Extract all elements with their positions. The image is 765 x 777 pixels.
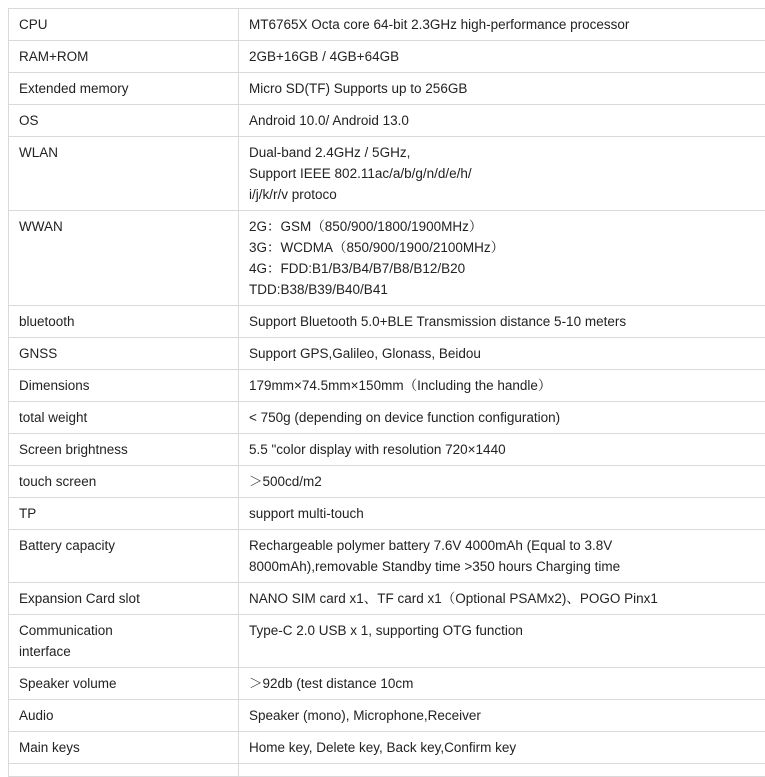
spec-row <box>9 9 765 41</box>
spec-label: Screen brightness <box>9 434 239 466</box>
spec-row <box>9 700 765 732</box>
spec-row <box>9 583 765 615</box>
spec-value: ＞500cd/m2 <box>239 466 765 498</box>
spec-label: GNSS <box>9 338 239 370</box>
spec-label: Speaker volume <box>9 668 239 700</box>
spec-label <box>9 764 239 777</box>
spec-label: total weight <box>9 402 239 434</box>
spec-row <box>9 434 765 466</box>
spec-row <box>9 105 765 137</box>
spec-value: Dual-band 2.4GHz / 5GHz, Support IEEE 802.11ac/a/b/g/n/d/e/h/ i/j/k/r/v protoco <box>239 137 765 211</box>
spec-value: Support GPS,Galileo, Glonass, Beidou <box>239 338 765 370</box>
spec-value: Support Bluetooth 5.0+BLE Transmission distance 5-10 meters <box>239 306 765 338</box>
spec-value: 5.5 "color display with resolution 720×1440 <box>239 434 765 466</box>
spec-value: Rechargeable polymer battery 7.6V 4000mAh (Equal to 3.8V 8000mAh),removable Standby time >350 hours Charging time <box>239 530 765 583</box>
spec-label: Battery capacity <box>9 530 239 583</box>
spec-value: Android 10.0/ Android 13.0 <box>239 105 765 137</box>
spec-row <box>9 732 765 764</box>
spec-row <box>9 615 765 668</box>
spec-label: Main keys <box>9 732 239 764</box>
spec-row <box>9 498 765 530</box>
spec-value: support multi-touch <box>239 498 765 530</box>
spec-row <box>9 466 765 498</box>
spec-label: CPU <box>9 9 239 41</box>
spec-table <box>8 8 765 777</box>
spec-row <box>9 338 765 370</box>
spec-label: Communication interface <box>9 615 239 668</box>
spec-row <box>9 73 765 105</box>
spec-value: Type-C 2.0 USB x 1, supporting OTG function <box>239 615 765 668</box>
spec-value: ＞92db (test distance 10cm <box>239 668 765 700</box>
spec-value: 179mm×74.5mm×150mm（Including the handle） <box>239 370 765 402</box>
spec-label: RAM+ROM <box>9 41 239 73</box>
spec-row <box>9 402 765 434</box>
spec-row <box>9 668 765 700</box>
spec-label: TP <box>9 498 239 530</box>
spec-row <box>9 370 765 402</box>
spec-label: WLAN <box>9 137 239 211</box>
spec-row <box>9 306 765 338</box>
spec-row <box>9 41 765 73</box>
spec-label: Dimensions <box>9 370 239 402</box>
spec-table-body <box>9 9 765 777</box>
spec-value: Home key, Delete key, Back key,Confirm key <box>239 732 765 764</box>
spec-label: Expansion Card slot <box>9 583 239 615</box>
spec-value: 2G：GSM（850/900/1800/1900MHz） 3G：WCDMA（850/900/1900/2100MHz） 4G：FDD:B1/B3/B4/B7/B8/B12/B20 TDD:B38/B39/B40/B41 <box>239 211 765 306</box>
spec-value <box>239 764 765 777</box>
spec-row <box>9 530 765 583</box>
spec-row-cutoff <box>9 764 765 777</box>
spec-row <box>9 137 765 211</box>
spec-value: MT6765X Octa core 64-bit 2.3GHz high-performance processor <box>239 9 765 41</box>
spec-value: NANO SIM card x1、TF card x1（Optional PSAMx2)、POGO Pinx1 <box>239 583 765 615</box>
spec-label: WWAN <box>9 211 239 306</box>
spec-value: Micro SD(TF) Supports up to 256GB <box>239 73 765 105</box>
spec-label: Extended memory <box>9 73 239 105</box>
spec-value: 2GB+16GB / 4GB+64GB <box>239 41 765 73</box>
spec-row <box>9 211 765 306</box>
spec-label: touch screen <box>9 466 239 498</box>
spec-label: OS <box>9 105 239 137</box>
spec-value: Speaker (mono), Microphone,Receiver <box>239 700 765 732</box>
spec-value: < 750g (depending on device function configuration) <box>239 402 765 434</box>
spec-label: bluetooth <box>9 306 239 338</box>
spec-label: Audio <box>9 700 239 732</box>
